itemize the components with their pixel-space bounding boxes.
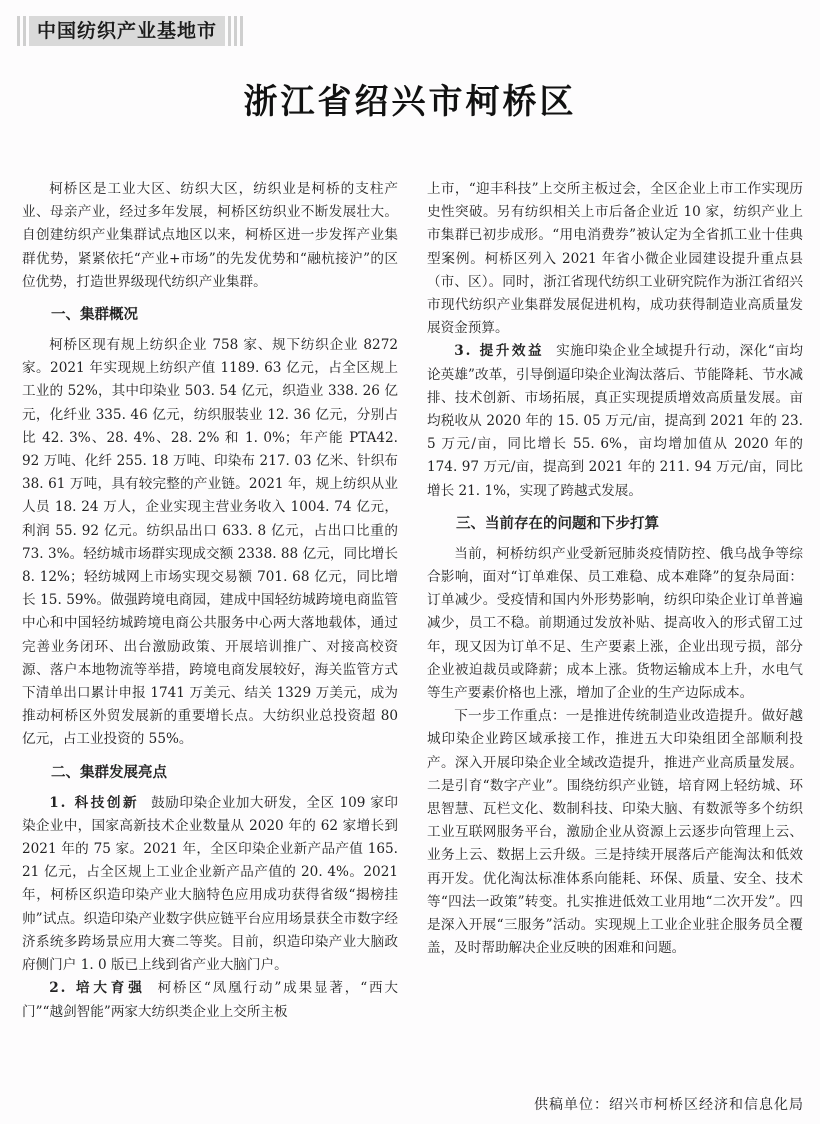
section-banner <box>14 16 246 46</box>
overview-paragraph: 柯桥区现有规上纺织企业 758 家、规下纺织企业 8272 家。2021 年实现规上纺织产值 1189. 63 亿元，占全区规上工业的 52%，其中印染业 503. 54 亿元，织造业 338. 26 亿元，化纤业 335. 46 亿元，纺织服装业 12. 36 亿元，分别占比 42. 3%、28. 4%、28. 2% 和 1. 0%；年产能 PTA42. 92 万吨、化纤 255. 18 万吨、印染布 217. 03 亿米、针织布 38. 61 万吨，具有较完整的产业链。2021 年，规上纺织从业人员 18. 24 万人，企业实现主营业务收入 1004. 74 亿元，利润 55. 92 亿元。纺织品出口 633. 8 亿元，占出口比重的 73. 3%。轻纺城市场群实现成交额 2338. 88 亿元，同比增长 8. 12%；轻纺城网上市场实现交易额 701. 68 亿元，同比增长 15. 59%。做强跨境电商园，建成中国轻纺城跨境电商监管中心和中国轻纺城跨境电商公共服务中心两大落地载体，通过完善业务闭环、出台激励政策、开展培训推广、对接高校资源、落户本地物流等举措，跨境电商发展较好，海关监管方式下清单出口累计申报 1741 万美元、结关 1329 万美元，成为推动柯桥区外贸发展新的重要增长点。大纺织业总投资超 80 亿元，占工业投资的 55%。 <box>22 337 398 748</box>
item-label: 2. 培大育强 <box>49 980 146 997</box>
section-heading-problems: 三、当前存在的问题和下步打算 <box>456 515 659 532</box>
highlight-item-2 <box>22 977 398 1023</box>
banner-stripes-right <box>225 16 246 46</box>
item-label: 1. 科技创新 <box>49 794 140 811</box>
highlight-item-2-continued: 上市，“迎丰科技”上交所主板过会，全区企业上市工作实现历史性突破。另有纺织相关上市后备企业近 10 家，纺织产业上市集群已初步成形。“用电消费券”被认定为全省抓工业十佳典型案例。柯桥区列入 2021 年省小微企业园建设提升重点县（市、区）。同时，浙江省现代纺织工业研究院作为浙江省绍兴市现代纺织产业集群发展促进机构，成功获得制造业高质量发展资金预算。 <box>427 181 803 337</box>
section-heading-overview: 一、集群概况 <box>51 307 138 324</box>
highlight-item-3 <box>427 340 803 502</box>
intro-paragraph: 柯桥区是工业大区、纺织大区，纺织业是柯桥的支柱产业、母亲产业，经过多年发展，柯桥区纺织业不断发展壮大。自创建纺织产业集群试点地区以来，柯桥区进一步发挥产业集群优势，紧紧依托“产业+市场”的先发优势和“融杭接沪”的区位优势，打造世界级现代纺织产业集群。 <box>22 181 398 290</box>
problems-paragraph: 当前，柯桥纺织产业受新冠肺炎疫情防控、俄乌战争等综合影响，面对“订单难保、员工难稳、成本难降”的复杂局面：订单减少。受疫情和国内外形势影响，纺织印染企业订单普遍减少，员工不稳。前期通过发放补贴、提高收入的形式留工过年，现又因为订单不足、生产要素上涨，企业出现亏损，部分企业被迫裁员或降薪；成本上涨。货物运输成本上升，水电气等生产要素价格也上涨，增加了企业的生产边际成本。 <box>427 545 803 702</box>
banner-label: 中国纺织产业基地市 <box>29 16 225 46</box>
source-credit: 供稿单位：绍兴市柯桥区经济和信息化局 <box>534 1097 804 1113</box>
banner-stripes-left <box>14 16 29 46</box>
left-column <box>22 178 398 1024</box>
right-column <box>427 178 803 961</box>
item-text: 实施印染企业全域提升行动，深化“亩均论英雄”改革，引导倒逼印染企业淘汰落后、节能降耗、节水减排、技术创新、市场拓展，真正实现提质增效高质量发展。亩均税收从 2020 年的 15. 05 万元/亩，提高到 2021 年的 23. 5 万元/亩，同比增长 55. 6%，亩均增加值从 2020 年的 174. 97 万元/亩，提高到 2021 年的 211. 94 万元/亩，同比增长 21. 1%，实现了跨越式发展。 <box>427 343 803 499</box>
highlight-item-1 <box>22 792 398 978</box>
item-text: 鼓励印染企业加大研发，全区 109 家印染企业中，国家高新技术企业数量从 2020 年的 62 家增长到 2021 年的 75 家。2021 年，全区印染企业新产品产值 165. 21 亿元，占全区规上工业企业新产品产值的 20. 4%。2021 年，柯桥区织造印染产业大脑特色应用成功获得省级“揭榜挂帅”试点。织造印染产业数字供应链平台应用场景获全市数字经济系统多跨场景应用大赛二等奖。目前，织造印染产业大脑政府侧门户 1. 0 版已上线到省产业大脑门户。 <box>22 794 398 974</box>
next-steps-paragraph: 下一步工作重点：一是推进传统制造业改造提升。做好越城印染企业跨区域承接工作，推进五大印染组团全部顺利投产。深入开展印染企业全域改造提升，推进产业高质量发展。二是引育“数字产业”。围绕纺织产业链，培育网上轻纺城、环思智慧、瓦栏文化、数制科技、印染大脑、有数派等多个纺织工业互联网服务平台，激励企业从资源上云逐步向管理上云、业务上云、数据上云升级。三是持续开展落后产能淘汰和低效再开发。优化淘汰标准体系向能耗、环保、质量、安全、技术等“四法一政策”转变。扎实推进低效工业用地“二次开发”。四是深入开展“三服务”活动。实现规上工业企业驻企服务员全覆盖，及时帮助解决企业反映的困难和问题。 <box>427 708 803 957</box>
article-title: 浙江省绍兴市柯桥区 <box>243 82 577 122</box>
section-heading-highlights: 二、集群发展亮点 <box>51 764 167 781</box>
item-label: 3. 提升效益 <box>454 343 545 360</box>
item-text: 柯桥区“凤凰行动”成果显著，“西大门”“越剑智能”两家大纺织类企业上交所主板 <box>22 980 398 1020</box>
